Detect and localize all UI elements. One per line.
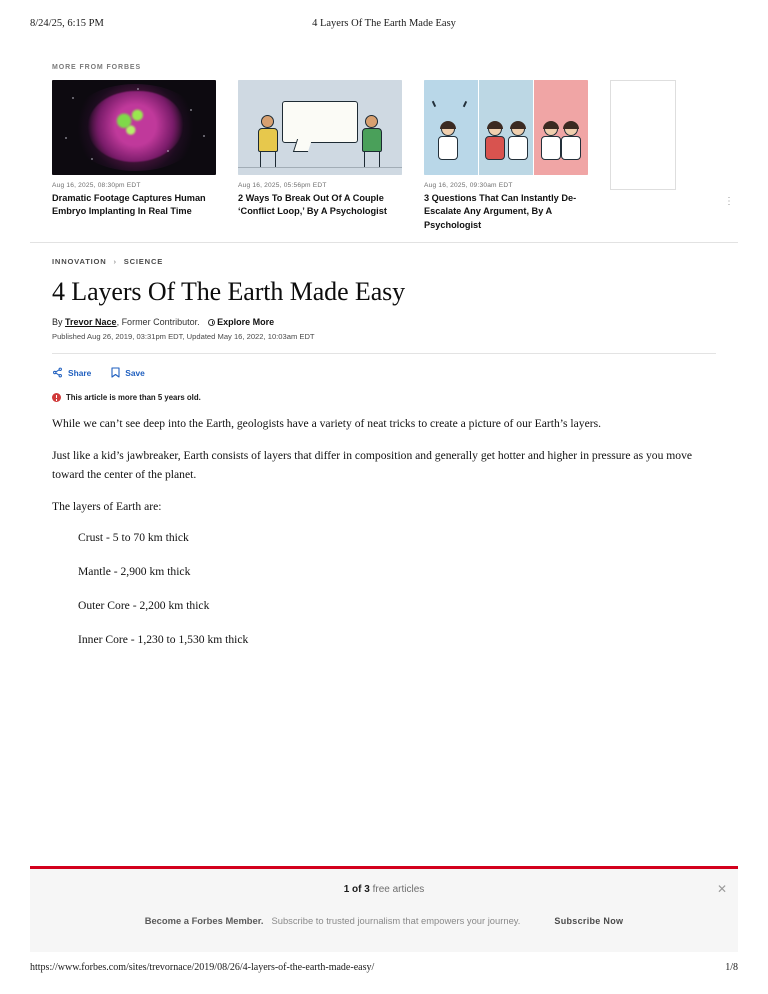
explore-more-label: Explore More xyxy=(217,317,275,328)
print-header xyxy=(0,18,768,34)
share-icon xyxy=(52,367,63,378)
share-button[interactable] xyxy=(52,367,91,378)
more-from-forbes-section xyxy=(30,52,738,243)
close-icon[interactable]: ✕ xyxy=(716,882,728,896)
membership-prompt xyxy=(30,915,738,926)
byline xyxy=(52,317,716,327)
article-paragraph: Just like a kid’s jawbreaker, Earth consists of layers that differ in composition and generally get hotter and higher in pressure as you move toward the center of the planet. xyxy=(52,448,693,481)
earth-layers-list xyxy=(52,529,716,649)
more-from-forbes-row xyxy=(52,80,716,232)
article-paragraph: While we can’t see deep into the Earth, geologists have a variety of neat tricks to create a picture of our Earth’s layers. xyxy=(52,417,601,431)
article-body xyxy=(30,243,738,649)
membership-lead: Become a Forbes Member. xyxy=(144,915,264,926)
author-role: , Former Contributor. xyxy=(116,317,200,328)
publish-date: Published Aug 26, 2019, 03:31pm EDT, Updated May 16, 2022, 10:03am EDT xyxy=(52,332,716,354)
save-label: Save xyxy=(125,367,145,378)
warning-icon xyxy=(52,393,61,402)
source-url: https://www.forbes.com/sites/trevornace/2019/08/26/4-layers-of-the-earth-made-easy/ xyxy=(30,962,375,973)
list-item: Mantle - 2,900 km thick xyxy=(78,565,191,579)
related-article-title[interactable]: 2 Ways To Break Out Of A Couple ‘Conflict Loop,’ By A Psychologist xyxy=(238,193,387,217)
embryo-microscopy-thumbnail[interactable] xyxy=(52,80,216,175)
page-number: 1/8 xyxy=(725,962,738,973)
save-button[interactable] xyxy=(111,367,145,378)
free-article-counter xyxy=(30,869,738,895)
breadcrumb-item-innovation[interactable]: INNOVATION xyxy=(52,257,107,267)
byline-prefix: By xyxy=(52,317,63,328)
related-article-card[interactable] xyxy=(52,80,216,219)
overflow-menu-icon[interactable]: ⋮ xyxy=(724,196,734,207)
bookmark-icon xyxy=(111,367,120,378)
share-label: Share xyxy=(68,367,92,378)
related-article-card[interactable] xyxy=(424,80,588,232)
couple-speech-bubble-illustration[interactable] xyxy=(238,80,402,175)
related-article-title[interactable]: 3 Questions That Can Instantly De-Escalate Any Argument, By A Psychologist xyxy=(424,193,577,230)
print-footer xyxy=(0,962,768,978)
print-doc-title: 4 Layers Of The Earth Made Easy xyxy=(312,18,456,29)
related-article-date: Aug 16, 2025, 05:56pm EDT xyxy=(238,182,327,189)
list-item: Outer Core - 2,200 km thick xyxy=(78,598,210,612)
page-content xyxy=(30,52,738,952)
article-actions xyxy=(52,354,716,389)
list-item: Inner Core - 1,230 to 1,530 km thick xyxy=(78,632,249,646)
subscribe-now-button[interactable]: Subscribe Now xyxy=(554,915,624,926)
related-article-title[interactable]: Dramatic Footage Captures Human Embryo Implanting In Real Time xyxy=(52,193,206,217)
membership-text: Subscribe to trusted journalism that empowers your journey. xyxy=(271,915,521,926)
article-paragraph: The layers of Earth are: xyxy=(52,499,162,513)
more-from-forbes-kicker: MORE FROM FORBES xyxy=(52,64,142,71)
related-article-card[interactable] xyxy=(238,80,402,219)
three-panel-couple-illustration[interactable] xyxy=(424,80,588,175)
explore-more-link[interactable] xyxy=(208,317,274,327)
article-age-text: This article is more than 5 years old. xyxy=(66,393,201,403)
author-link[interactable]: Trevor Nace xyxy=(65,317,117,328)
print-timestamp: 8/24/25, 6:15 PM xyxy=(30,18,104,29)
related-article-date: Aug 16, 2025, 09:30am EDT xyxy=(424,182,513,189)
breadcrumb xyxy=(52,257,716,266)
free-article-count: 1 of 3 xyxy=(343,884,370,895)
breadcrumb-item-science[interactable]: SCIENCE xyxy=(123,257,164,267)
page-title: 4 Layers Of The Earth Made Easy xyxy=(52,277,406,307)
related-article-date: Aug 16, 2025, 08:30pm EDT xyxy=(52,182,141,189)
breadcrumb-separator-icon: › xyxy=(113,257,117,267)
free-article-count-suffix: free articles xyxy=(369,884,425,895)
article-age-notice xyxy=(52,393,716,402)
clock-icon xyxy=(208,319,215,326)
related-article-card-clipped[interactable] xyxy=(610,80,676,190)
list-item: Crust - 5 to 70 km thick xyxy=(78,531,189,545)
paywall-banner xyxy=(30,866,738,952)
